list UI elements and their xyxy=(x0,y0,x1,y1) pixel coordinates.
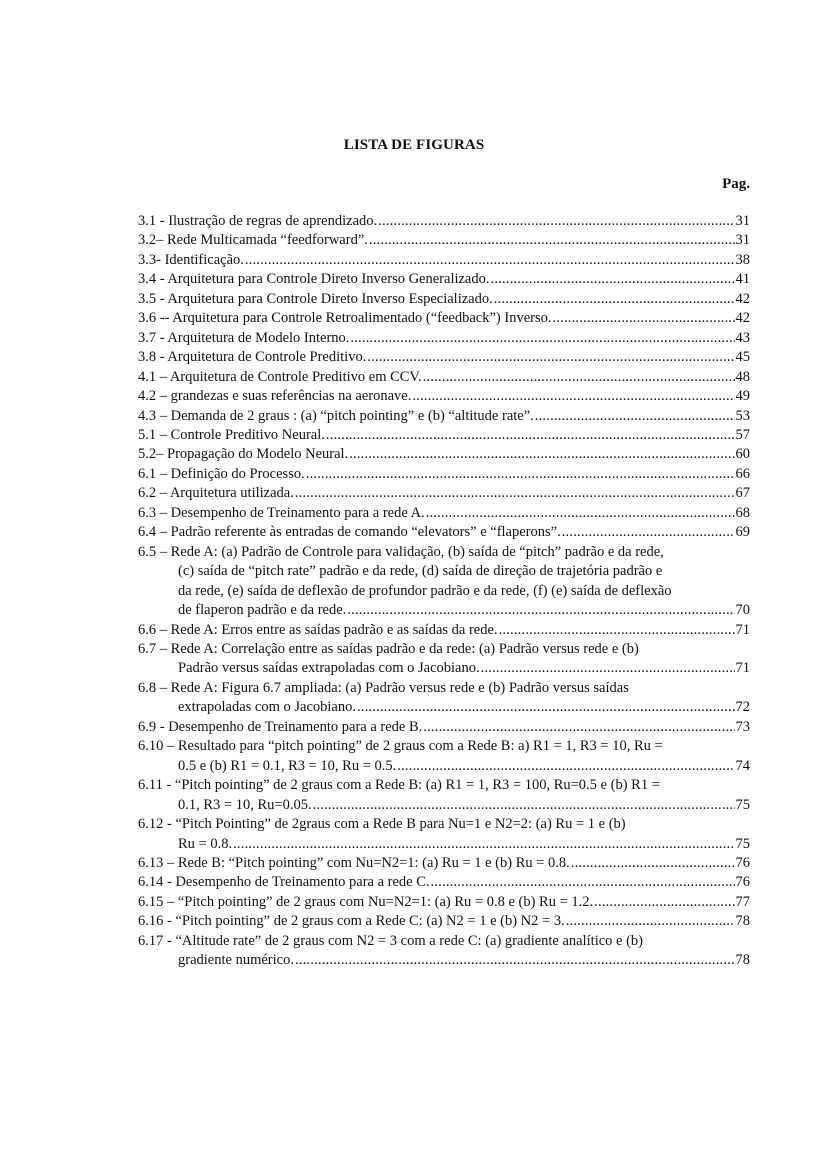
figure-entry-text: 6.16 - “Pitch pointing” de 2 graus com a Rede C: (a) N2 = 1 e (b) N2 = 3. xyxy=(138,913,565,930)
figure-page-number: 75 xyxy=(735,835,750,852)
figure-entry-text: 6.7 – Rede A: Correlação entre as saídas padrão e da rede: (a) Padrão versus rede e (b) xyxy=(138,640,639,657)
figure-page-number: 66 xyxy=(735,465,750,482)
figure-page-number: 43 xyxy=(735,329,750,346)
figure-entry xyxy=(138,387,750,406)
dot-leader xyxy=(369,231,735,250)
figure-entry-text: (c) saída de “pitch rate” padrão e da rede, (d) saída de direção de trajetória padrão e xyxy=(178,563,663,580)
figure-entry xyxy=(138,543,750,621)
dot-leader xyxy=(295,484,735,503)
figure-entry-text: 6.10 – Resultado para “pitch pointing” de 2 graus com a Rede B: a) R1 = 1, R3 = 10, Ru = xyxy=(138,738,663,755)
dot-leader xyxy=(295,951,735,970)
figure-entry xyxy=(138,737,750,776)
figure-entry-text: 3.4 - Arquitetura para Controle Direto Inverso Generalizado. xyxy=(138,271,490,288)
figure-page-number: 38 xyxy=(735,251,750,268)
figure-entry-text: 6.14 - Desempenho de Treinamento para a rede C. xyxy=(138,874,430,891)
figure-entry xyxy=(138,679,750,718)
figure-entry-text: 3.3- Identificação. xyxy=(138,251,244,268)
figure-entry-text: 6.13 – Rede B: “Pitch pointing” com Nu=N2=1: (a) Ru = 1 e (b) Ru = 0.8. xyxy=(138,854,570,871)
figure-page-number: 45 xyxy=(735,349,750,366)
dot-leader xyxy=(326,426,735,445)
figure-entry xyxy=(138,854,750,873)
dot-leader xyxy=(347,601,734,620)
figure-page-number: 57 xyxy=(735,426,750,443)
figure-entry xyxy=(138,465,750,484)
dot-leader xyxy=(535,407,735,426)
dot-leader xyxy=(499,621,735,640)
dot-leader xyxy=(491,270,735,289)
figure-entry-text: 6.3 – Desempenho de Treinamento para a rede A. xyxy=(138,504,425,521)
page-title: LISTA DE FIGURAS xyxy=(343,137,485,153)
figure-page-number: 42 xyxy=(735,290,750,307)
figure-page-number: 76 xyxy=(735,854,750,871)
figure-page-number: 48 xyxy=(735,368,750,385)
figure-page-number: 77 xyxy=(735,893,750,910)
dot-leader xyxy=(313,796,735,815)
figure-page-number: 31 xyxy=(735,232,750,249)
figure-entry-text: gradiente numérico. xyxy=(178,952,294,969)
figure-page-number: 74 xyxy=(735,757,750,774)
figure-entry-text: 0.5 e (b) R1 = 0.1, R3 = 10, Ru = 0.5. xyxy=(178,757,397,774)
figure-entry xyxy=(138,484,750,503)
dot-leader xyxy=(367,348,734,367)
dot-leader xyxy=(481,659,735,678)
figure-entry xyxy=(138,873,750,892)
figure-entry xyxy=(138,932,750,971)
figure-entry-text: Ru = 0.8. xyxy=(178,835,233,852)
figure-entry-text: 5.2– Propagação do Modelo Neural. xyxy=(138,446,349,463)
figure-entry xyxy=(138,426,750,445)
figure-page-number: 73 xyxy=(735,718,750,735)
figure-page-number: 70 xyxy=(735,602,750,619)
figure-entry-text: 5.1 – Controle Preditivo Neural. xyxy=(138,426,325,443)
figure-entry-text: 6.8 – Rede A: Figura 6.7 ampliada: (a) Padrão versus rede e (b) Padrão versus saídas xyxy=(138,679,629,696)
figure-entry xyxy=(138,776,750,815)
dot-leader xyxy=(349,445,734,464)
figure-entry xyxy=(138,270,750,289)
figure-entry-text: 3.5 - Arquitetura para Controle Direto Inverso Especializado. xyxy=(138,290,493,307)
figure-entry xyxy=(138,504,750,523)
figure-entry xyxy=(138,640,750,679)
figure-entry xyxy=(138,718,750,737)
dot-leader xyxy=(426,504,735,523)
figure-entry-text: 4.1 – Arquitetura de Controle Preditivo em CCV. xyxy=(138,368,422,385)
figure-entry xyxy=(138,348,750,367)
dot-leader xyxy=(357,698,735,717)
dot-leader xyxy=(431,873,735,892)
figure-entry-text: 6.17 - “Altitude rate” de 2 graus com N2 = 3 com a rede C: (a) gradiente analítico e (b) xyxy=(138,932,644,949)
figure-entry xyxy=(138,912,750,931)
figure-page-number: 53 xyxy=(735,407,750,424)
figure-page-number: 67 xyxy=(735,485,750,502)
dot-leader xyxy=(378,212,734,231)
figure-entry-text: 6.9 - Desempenho de Treinamento para a rede B. xyxy=(138,718,423,735)
figure-entry xyxy=(138,815,750,854)
figure-entry-text: 6.2 – Arquitetura utilizada. xyxy=(138,485,294,502)
figure-entry-text: 4.3 – Demanda de 2 graus : (a) “pitch pointing” e (b) “altitude rate”. xyxy=(138,407,534,424)
figure-entry-text: 3.1 - Ilustração de regras de aprendizado. xyxy=(138,213,378,229)
figure-page-number: 71 xyxy=(735,621,750,638)
page-column-header: Pag. xyxy=(722,176,750,192)
figure-page-number: 49 xyxy=(735,388,750,405)
dot-leader xyxy=(412,387,734,406)
figure-page-number: 42 xyxy=(735,310,750,327)
figure-entry-text: 6.12 - “Pitch Pointing” de 2graus com a Rede B para Nu=1 e N2=2: (a) Ru = 1 e (b) xyxy=(138,816,626,833)
figure-entry-text: 6.15 – “Pitch pointing” de 2 graus com Nu=N2=1: (a) Ru = 0.8 e (b) Ru = 1.2. xyxy=(138,893,594,910)
figure-entry-text: 3.8 - Arquitetura de Controle Preditivo. xyxy=(138,349,367,366)
figure-entry-text: 0.1, R3 = 10, Ru=0.05. xyxy=(178,796,312,813)
figure-entry xyxy=(138,290,750,309)
figure-entry-text: 6.11 - “Pitch pointing” de 2 graus com a Rede B: (a) R1 = 1, R3 = 100, Ru=0.5 e (b) R1 = xyxy=(138,777,660,794)
dot-leader xyxy=(397,757,734,776)
figure-entry-text: Padrão versus saídas extrapoladas com o Jacobiano. xyxy=(178,660,480,677)
figure-entry xyxy=(138,523,750,542)
figure-list xyxy=(138,212,750,971)
figure-page-number: 69 xyxy=(735,524,750,541)
figure-entry xyxy=(138,329,750,348)
dot-leader xyxy=(494,290,735,309)
figure-entry-text: 6.6 – Rede A: Erros entre as saídas padrão e as saídas da rede. xyxy=(138,621,498,638)
figure-page-number: 78 xyxy=(735,952,750,969)
figure-entry-text: 6.1 – Definição do Processo. xyxy=(138,465,305,482)
dot-leader xyxy=(306,465,735,484)
figure-entry xyxy=(138,621,750,640)
figure-entry xyxy=(138,212,750,231)
figure-entry-text: 4.2 – grandezas e suas referências na aeronave. xyxy=(138,388,412,405)
figure-page-number: 68 xyxy=(735,504,750,521)
figure-entry xyxy=(138,407,750,426)
figure-entry xyxy=(138,251,750,270)
dot-leader xyxy=(562,523,735,542)
dot-leader xyxy=(423,368,735,387)
dot-leader xyxy=(594,893,734,912)
figure-page-number: 41 xyxy=(735,271,750,288)
figure-entry xyxy=(138,231,750,250)
figure-entry-text: da rede, (e) saída de deflexão de profundor padrão e da rede, (f) (e) saída de deflexão xyxy=(178,582,672,599)
dot-leader xyxy=(245,251,735,270)
dot-leader xyxy=(552,309,734,328)
figure-page-number: 76 xyxy=(735,874,750,891)
figure-entry xyxy=(138,368,750,387)
figure-entry-text: 6.4 – Padrão referente às entradas de comando “elevators” e “flaperons”. xyxy=(138,524,561,541)
figure-page-number: 60 xyxy=(735,446,750,463)
figure-page-number: 31 xyxy=(735,213,750,229)
figure-entry-text: 3.6 -- Arquitetura para Controle Retroalimentado (“feedback”) Inverso. xyxy=(138,310,552,327)
figure-entry xyxy=(138,893,750,912)
figure-entry-text: extrapoladas com o Jacobiano. xyxy=(178,699,356,716)
figure-page-number: 75 xyxy=(735,796,750,813)
figure-entry-text: de flaperon padrão e da rede. xyxy=(178,602,347,619)
figure-entry-text: 3.7 - Arquitetura de Modelo Interno. xyxy=(138,329,350,346)
figure-entry xyxy=(138,445,750,464)
figure-entry xyxy=(138,309,750,328)
figure-page-number: 71 xyxy=(735,660,750,677)
figure-page-number: 72 xyxy=(735,699,750,716)
dot-leader xyxy=(233,835,734,854)
dot-leader xyxy=(571,854,735,873)
figure-page-number: 78 xyxy=(735,913,750,930)
dot-leader xyxy=(566,912,735,931)
dot-leader xyxy=(350,329,734,348)
dot-leader xyxy=(423,718,734,737)
figure-entry-text: 6.5 – Rede A: (a) Padrão de Controle para validação, (b) saída de “pitch” padrão e da rede, xyxy=(138,543,664,560)
figure-entry-text: 3.2– Rede Multicamada “feedforward”. xyxy=(138,232,368,249)
